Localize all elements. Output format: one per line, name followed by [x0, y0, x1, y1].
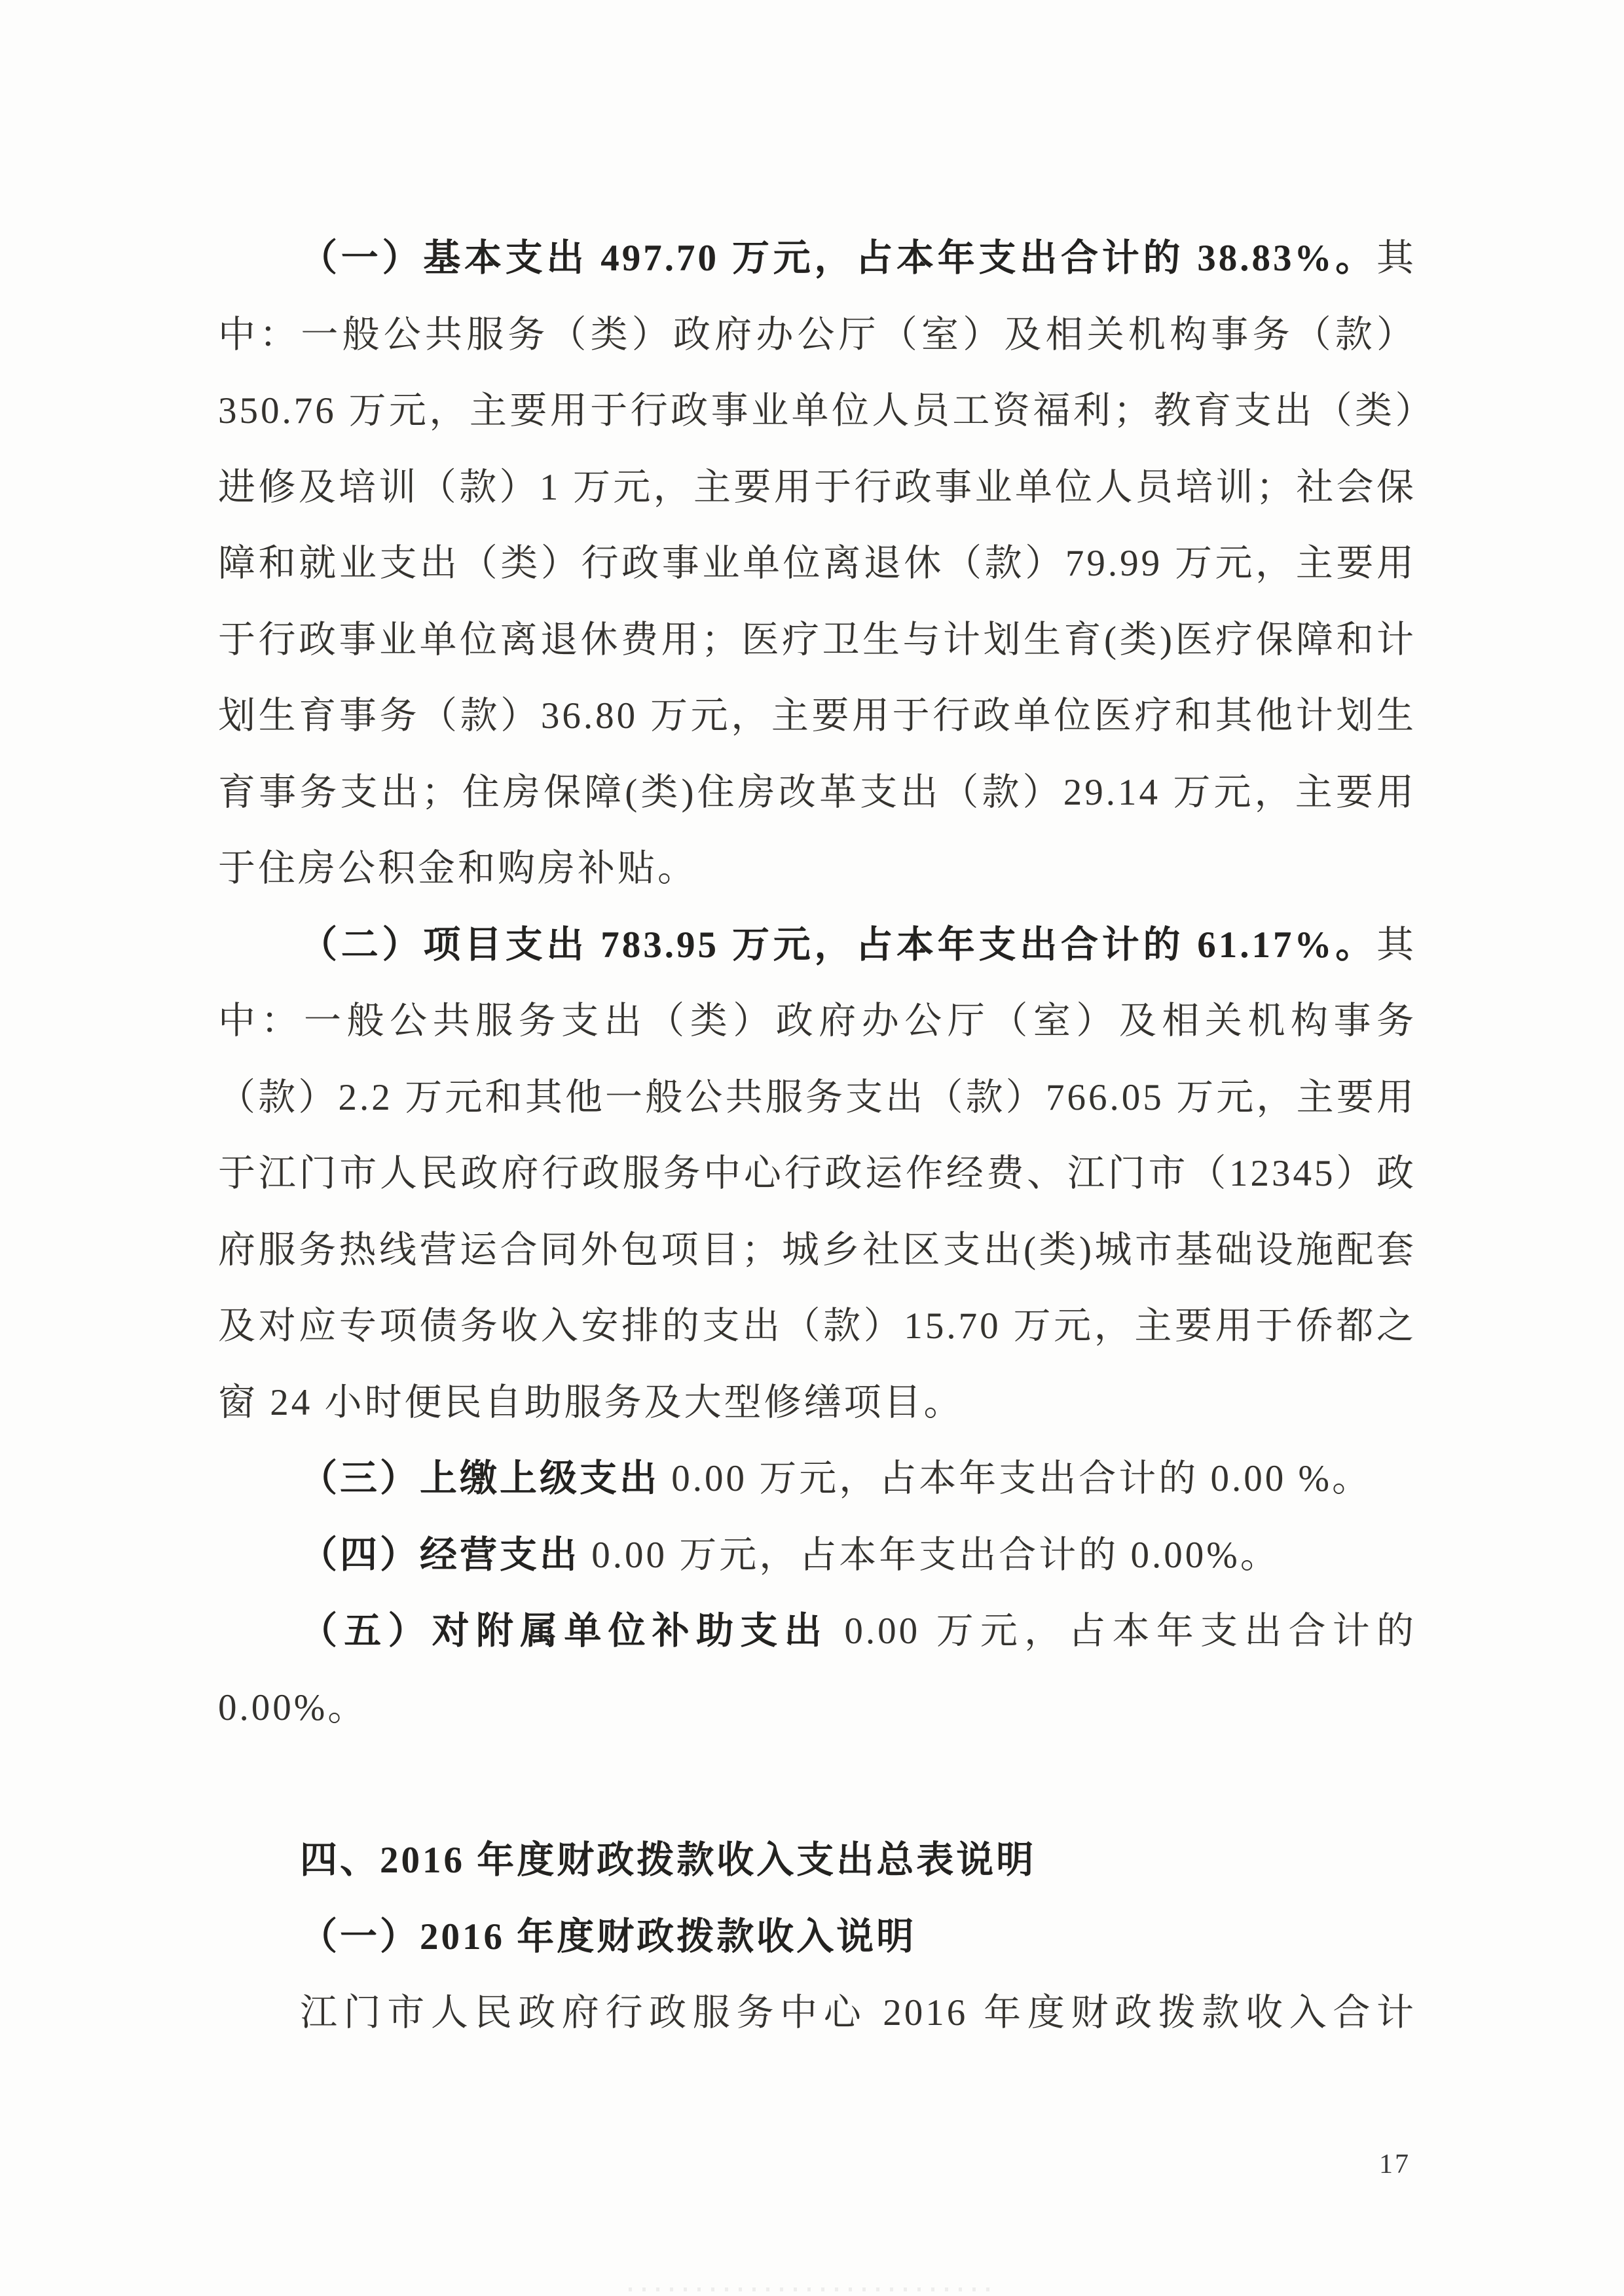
- heading-text: （一）2016 年度财政拨款收入说明: [300, 1916, 917, 1958]
- paragraph-body: 0.00%。: [218, 1686, 368, 1728]
- heading-text: 四、2016 年度财政拨款收入支出总表说明: [300, 1840, 1037, 1881]
- paragraph-body: 其中：一般公共服务（类）政府办公厅（室）及相关机构事务（款）350.76 万元，主要用于行政事业单位人员工资福利；教育支出（类）进修及培训（款）1 万元，主要用于行政事业单位人员培训；社会保障和就业支出（类）行政事业单位离退休（款）79.99 万元，主要用于行政事业单位离退休费用；医疗卫生与计划生育(类)医疗保障和计划生育事务（款）36.80 万元，主要用于行政单位医疗和其他计划生育事务支出；住房保障(类)住房改革支出（款）29.14 万元，主要用于住房公积金和购房补贴。: [218, 238, 1416, 889]
- paragraph-body: 其中：一般公共服务支出（类）政府办公厅（室）及相关机构事务（款）2.2 万元和其他一般公共服务支出（款）766.05 万元，主要用于江门市人民政府行政服务中心行政运作经费、江门市（12345）政府服务热线营运合同外包项目；城乡社区支出(类)城市基础设施配套及对应专项债务收入安排的支出（款）15.70 万元，主要用于侨都之窗 24 小时便民自助服务及大型修缮项目。: [218, 924, 1416, 1423]
- heading-subsection-one: [218, 1899, 1416, 1976]
- paragraph-subsidy-expenditure: [218, 1594, 1416, 1670]
- paragraph-body: 0.00 万元，占本年支出合计的 0.00 %。: [659, 1458, 1372, 1499]
- paragraph-body: 0.00 万元，占本年支出合计的 0.00%。: [580, 1534, 1280, 1576]
- heading-section-four: [218, 1823, 1416, 1899]
- text-block: [218, 221, 1416, 2052]
- paragraph-lead: （四）经营支出: [300, 1534, 580, 1576]
- paragraph-project-expenditure: [218, 907, 1416, 1442]
- paragraph-fiscal-income-intro: [218, 1975, 1416, 2052]
- paragraph-lead: （二）项目支出 783.95 万元，占本年支出合计的 61.17%。: [300, 924, 1376, 966]
- paragraph-operating-expenditure: [218, 1518, 1416, 1594]
- paragraph-lead: （五）对附属单位补助支出: [300, 1611, 828, 1652]
- page-number: 17: [1379, 2149, 1411, 2179]
- paragraph-lead: （一）基本支出 497.70 万元，占本年支出合计的 38.83%。: [300, 238, 1376, 279]
- paragraph-upper-level-expenditure: [218, 1441, 1416, 1518]
- scan-noise-bottom: [629, 2287, 995, 2291]
- paragraph-lead: （三）上缴上级支出: [300, 1458, 659, 1499]
- paragraph-subsidy-expenditure-continuation: [218, 1670, 1416, 1747]
- paragraph-body: 0.00 万元，占本年支出合计的: [828, 1611, 1416, 1652]
- paragraph-body: 江门市人民政府行政服务中心 2016 年度财政拨款收入合计: [300, 1992, 1416, 2033]
- paragraph-basic-expenditure: [218, 221, 1416, 907]
